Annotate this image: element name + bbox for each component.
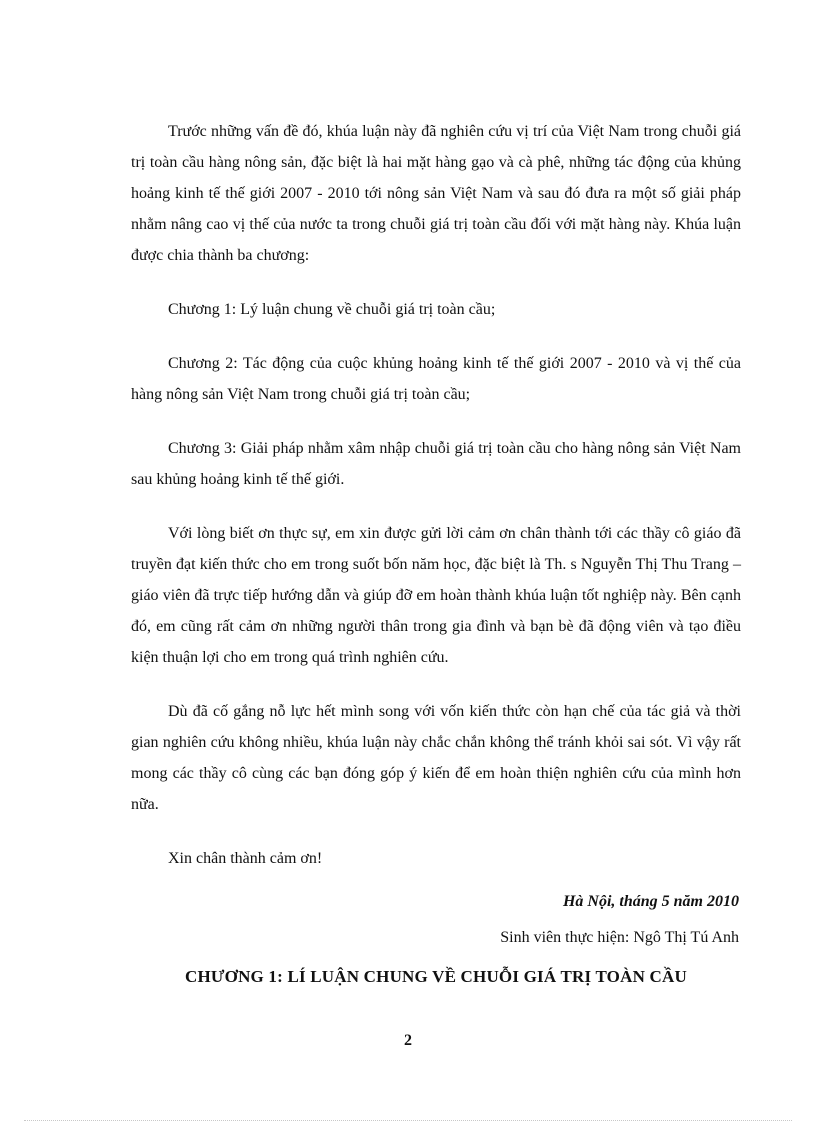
closing-line: Xin chân thành cảm ơn!: [168, 850, 323, 867]
chapter-heading: CHƯƠNG 1: LÍ LUẬN CHUNG VỀ CHUỖI GIÁ TRỊ TOÀN CẦU: [185, 967, 687, 986]
page-number: 2: [404, 1032, 412, 1049]
author-signature: Sinh viên thực hiện: Ngô Thị Tú Anh: [500, 929, 739, 946]
paragraph-intro: Trước những vấn đề đó, khúa luận này đã nghiên cứu vị trí của Việt Nam trong chuỗi giá trị toàn cầu hàng nông sản, đặc biệt là hai mặt hàng gạo và cà phê, những tác động của khủng hoảng kinh tế thế giới 2007 - 2010 tới nông sản Việt Nam và sau đó đưa ra một số giải pháp nhằm nâng cao vị thế của nước ta trong chuỗi giá trị toàn cầu đối với mặt hàng này. Khúa luận được chia thành ba chương:: [131, 123, 741, 264]
paragraph-acknowledgement: Với lòng biết ơn thực sự, em xin được gửi lời cảm ơn chân thành tới các thầy cô giáo đã truyền đạt kiến thức cho em trong suốt bốn năm học, đặc biệt là Th. s Nguyễn Thị Thu Trang – giáo viên đã trực tiếp hướng dẫn và giúp đỡ em hoàn thành khúa luận tốt nghiệp này. Bên cạnh đó, em cũng rất cảm ơn những người thân trong gia đình và bạn bè đã động viên và tạo điều kiện thuận lợi cho em trong quá trình nghiên cứu.: [131, 525, 741, 666]
paragraph-chapter-2: Chương 2: Tác động của cuộc khủng hoảng kinh tế thế giới 2007 - 2010 và vị thế của hàng nông sản Việt Nam trong chuỗi giá trị toàn cầu;: [131, 355, 741, 403]
page-bottom-divider: [24, 1120, 792, 1121]
paragraph-chapter-1: Chương 1: Lý luận chung về chuỗi giá trị toàn cầu;: [168, 301, 496, 318]
paragraph-chapter-3: Chương 3: Giải pháp nhằm xâm nhập chuỗi giá trị toàn cầu cho hàng nông sản Việt Nam sau khủng hoảng kinh tế thế giới.: [131, 440, 741, 488]
paragraph-apology: Dù đã cố gắng nỗ lực hết mình song với vốn kiến thức còn hạn chế của tác giả và thời gian nghiên cứu không nhiều, khúa luận này chắc chắn không thể tránh khỏi sai sót. Vì vậy rất mong các thầy cô cùng các bạn đóng góp ý kiến để em hoàn thiện nghiên cứu của mình hơn nữa.: [131, 703, 741, 813]
place-date: Hà Nội, tháng 5 năm 2010: [562, 893, 739, 910]
page-body: [131, 116, 741, 991]
